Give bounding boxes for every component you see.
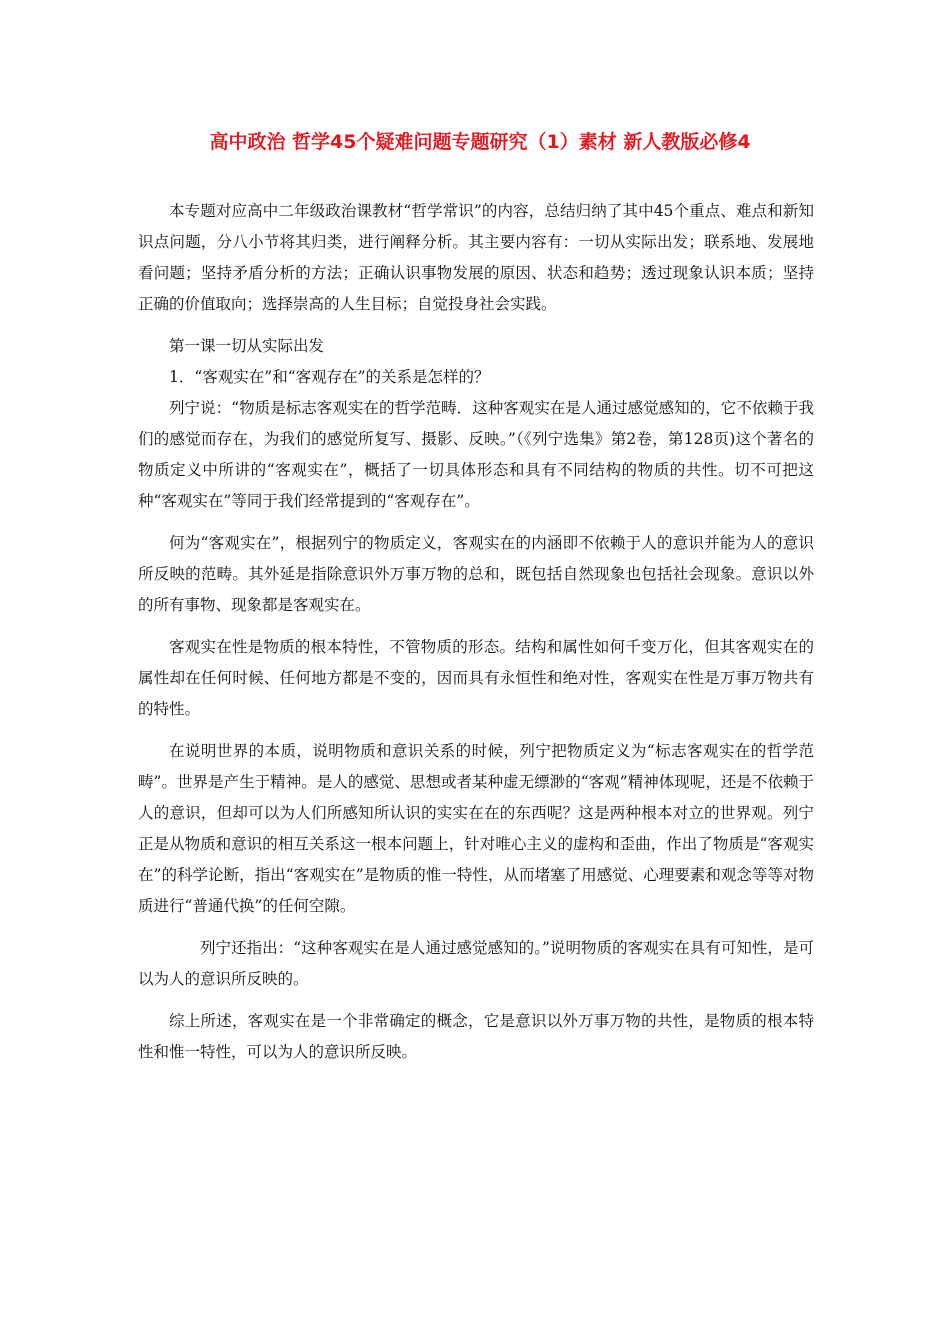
question-heading: 1．“客观实在”和“客观存在”的关系是怎样的？: [169, 368, 490, 386]
document-title: 高中政治 哲学45个疑难问题专题研究（1）素材 新人教版必修4: [209, 131, 751, 153]
body-paragraph: 列宁说：“物质是标志客观实在的哲学范畴．这种客观实在是人通过感觉感知的，它不依赖于我们的感觉而存在，为我们的感觉所复写、摄影、反映。”（《列宁选集》第2卷，第128页)这个著名的物质定义中所讲的“客观实在”，概括了一切具体形态和具有不同结构的物质的共性。切不可把这种“客观实在”等同于我们经常提到的“客观存在”。: [138, 399, 814, 510]
body-paragraph: 客观实在性是物质的根本特性，不管物质的形态。结构和属性如何千变万化，但其客观实在的属性却在任何时候、任何地方都是不变的，因而具有永恒性和绝对性，客观实在性是万事万物共有的特性。: [138, 638, 814, 718]
body-paragraph: 在说明世界的本质，说明物质和意识关系的时候，列宁把物质定义为“标志客观实在的哲学范畴”。世界是产生于精神。是人的感觉、思想或者某种虚无缥渺的“客观”精神体现呢，还是不依赖于人的意识，但却可以为人们所感知所认识的实实在在的东西呢？这是两种根本对立的世界观。列宁正是从物质和意识的相互关系这一根本问题上，针对唯心主义的虚构和歪曲，作出了物质是“客观实在”的科学论断，指出“客观实在”是物质的惟一特性，从而堵塞了用感觉、心理要素和观念等等对物质进行“普通代换”的任何空隙。: [138, 742, 814, 915]
body-paragraph: 列宁还指出：“这种客观实在是人通过感觉感知的。”说明物质的客观实在具有可知性，是可以为人的意识所反映的。: [138, 939, 814, 988]
document-body: [138, 196, 814, 1068]
body-paragraph: 何为“客观实在”，根据列宁的物质定义，客观实在的内涵即不依赖于人的意识并能为人的意识所反映的范畴。其外延是指除意识外万事万物的总和，既包括自然现象也包括社会现象。意识以外的所有事物、现象都是客观实在。: [138, 534, 814, 614]
body-paragraph: 综上所述，客观实在是一个非常确定的概念，它是意识以外万事万物的共性，是物质的根本特性和惟一特性，可以为人的意识所反映。: [138, 1012, 814, 1061]
lesson-heading: 第一课一切从实际出发: [169, 337, 325, 355]
intro-paragraph: 本专题对应高中二年级政治课教材“哲学常识”的内容，总结归纳了其中45个重点、难点和新知识点问题，分八小节将其归类，进行阐释分析。其主要内容有：一切从实际出发；联系地、发展地看问题；坚持矛盾分析的方法；正确认识事物发展的原因、状态和趋势；透过现象认识本质；坚持正确的价值取向；选择崇高的人生目标；自觉投身社会实践。: [138, 202, 814, 313]
